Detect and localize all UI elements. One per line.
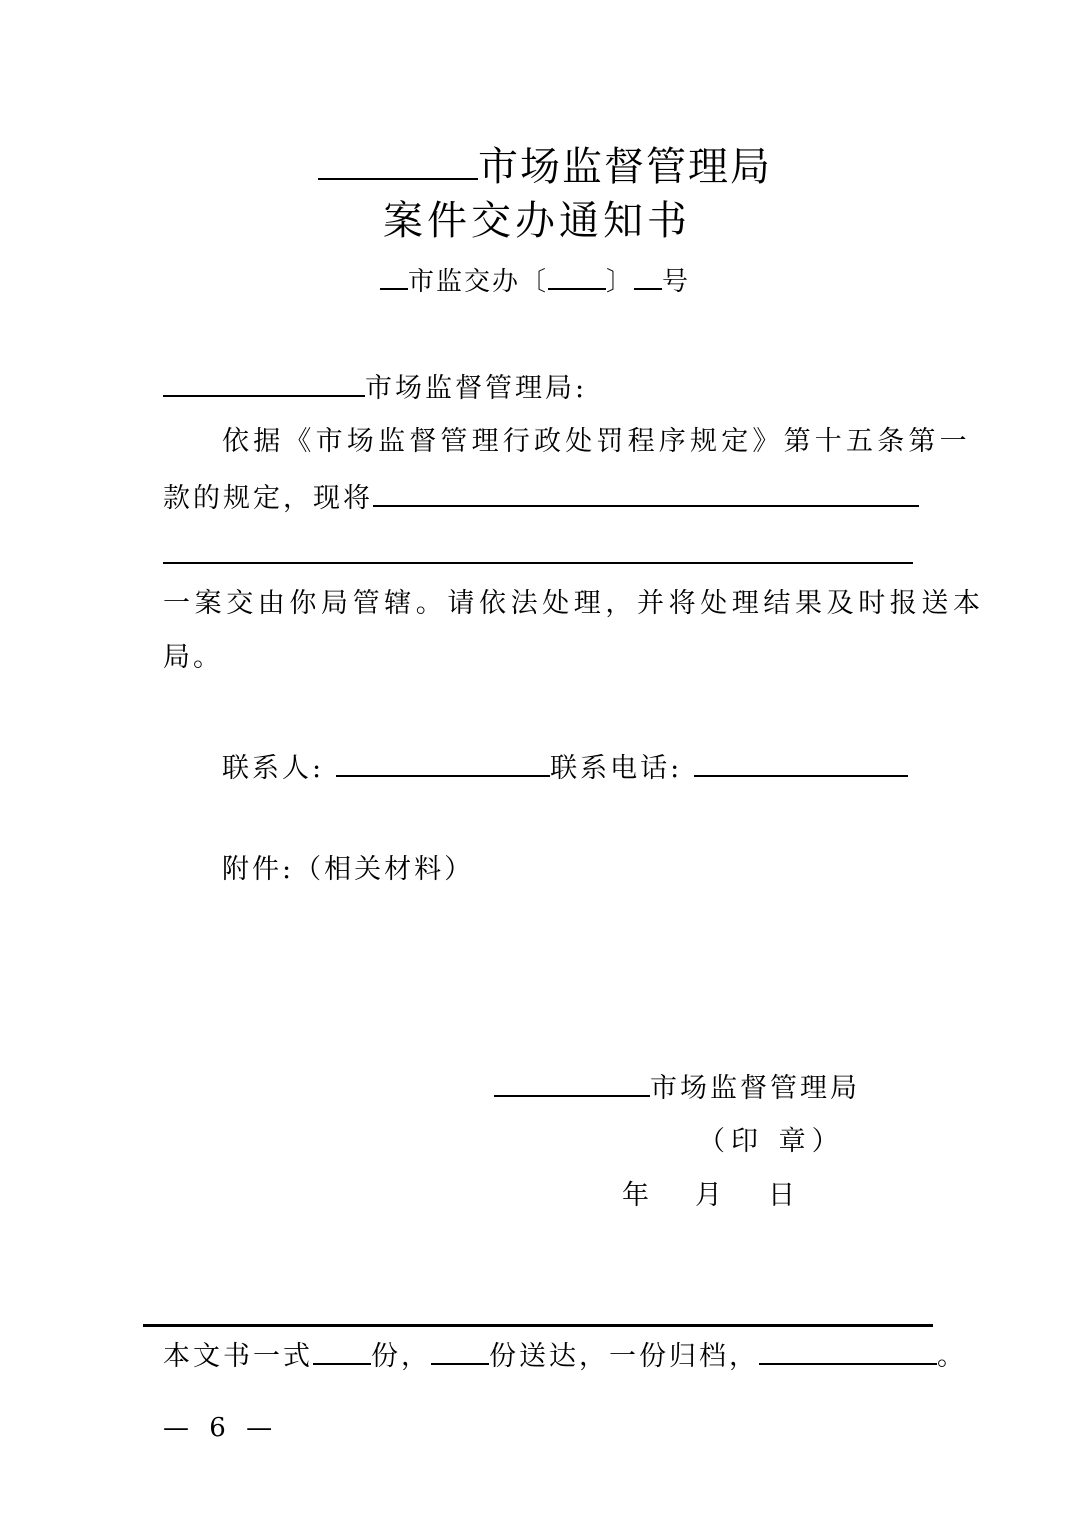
signature-org-blank xyxy=(494,1068,650,1097)
body-paragraph-1: 依据《市场监督管理行政处罚程序规定》第十五条第一 xyxy=(222,426,971,457)
addressee-blank xyxy=(163,368,365,397)
attachment-line: 附件:（相关材料） xyxy=(222,854,475,885)
seal-placeholder: （印 章） xyxy=(698,1126,845,1157)
footer-extra-blank xyxy=(759,1336,937,1365)
signature-org-suffix: 市场监督管理局 xyxy=(650,1073,860,1104)
contact-label: 联系人: xyxy=(222,753,325,784)
case-name-blank xyxy=(373,478,919,507)
signature-date xyxy=(622,1178,795,1214)
footer-copies-note xyxy=(163,1336,967,1375)
body-paragraph-4: 局。 xyxy=(163,642,223,673)
page-number: — 6 — xyxy=(163,1413,279,1443)
phone-blank xyxy=(694,748,908,777)
org-suffix: 市场监督管理局 xyxy=(478,144,772,190)
doc-no-bracket-close: 〕 xyxy=(606,267,635,297)
body-paragraph-2 xyxy=(163,478,919,517)
copies-served-blank xyxy=(431,1336,489,1365)
case-name-blank-line-2 xyxy=(163,562,913,564)
doc-no-region-blank xyxy=(380,262,408,290)
document-number xyxy=(380,262,690,300)
footer-end: 。 xyxy=(937,1341,967,1372)
copies-total-blank xyxy=(313,1336,371,1365)
signature-org xyxy=(494,1068,860,1107)
doc-no-year-blank xyxy=(548,262,606,290)
footer-divider xyxy=(143,1324,933,1327)
footer-part2: 份， xyxy=(371,1341,431,1372)
date-day: 日 xyxy=(768,1180,795,1211)
phone-label: 联系电话: xyxy=(550,753,683,784)
contact-line xyxy=(222,748,908,787)
body-paragraph-3: 一案交由你局管辖。请依法处理，并将处理结果及时报送本 xyxy=(163,588,985,619)
doc-no-suffix: 号 xyxy=(662,267,691,297)
document-title: 案件交办通知书 xyxy=(383,198,691,244)
doc-no-serial-blank xyxy=(634,262,662,290)
document-org-title xyxy=(318,138,772,192)
addressee-line xyxy=(163,368,587,407)
footer-part3: 份送达，一份归档， xyxy=(489,1341,759,1372)
date-month: 月 xyxy=(695,1180,722,1211)
org-name-blank xyxy=(318,138,478,180)
footer-part1: 本文书一式 xyxy=(163,1341,313,1372)
contact-person-blank xyxy=(336,748,550,777)
para2-prefix: 款的规定，现将 xyxy=(163,483,373,514)
doc-no-mid: 市监交办〔 xyxy=(408,267,549,297)
date-year: 年 xyxy=(622,1180,649,1211)
addressee-suffix: 市场监督管理局: xyxy=(365,373,588,404)
